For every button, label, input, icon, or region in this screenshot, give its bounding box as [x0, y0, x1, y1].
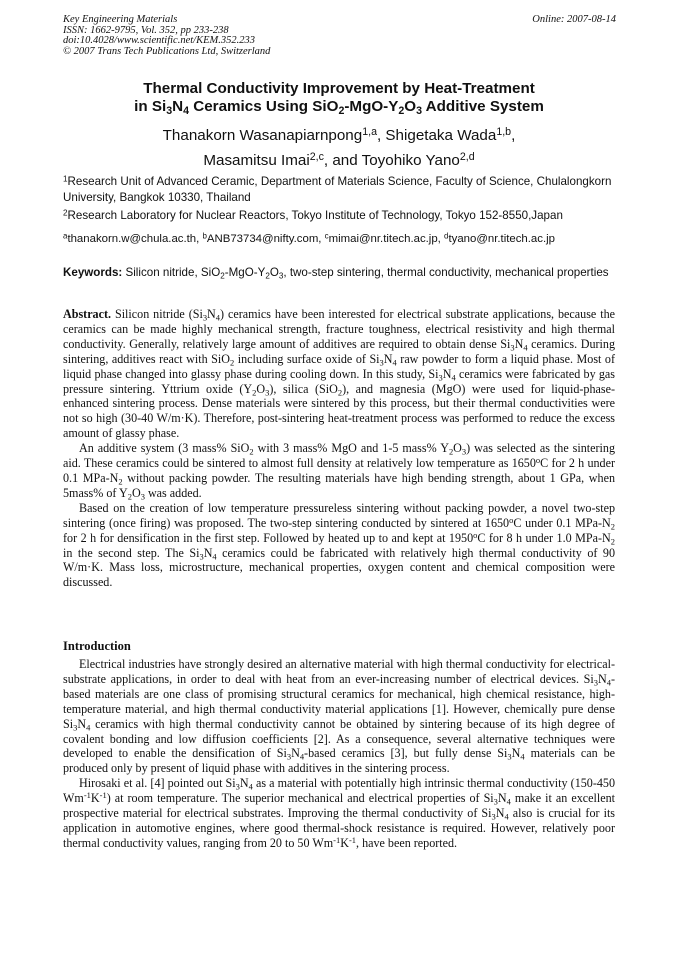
journal-name: Key Engineering Materials — [63, 14, 178, 25]
section-heading-introduction: Introduction — [63, 639, 131, 653]
online-date: Online: 2007-08-14 — [532, 14, 616, 25]
title-line-2: in $Si_3N_4$ Ceramics Using $SiO_2-MgO-Y_2O_3$ Additive System — [134, 98, 544, 118]
author-list — [40, 123, 638, 173]
abstract-paragraph: An additive system (3 mass% SiO$_2$ with 3 mass% MgO and 1-5 mass% $Y_2O_3$) was selected as the sintering aid. These ceramics could be sintered to almost full density at relatively low temperature as 1650$^o$C for 2 h under 0.1 MPa-$N_2$ without packing powder. The resulting materials have high bending strength, about 1 GPa, when 5mass% of $Y_2O_3$ was added. — [63, 441, 615, 502]
author-emails: $^a$thanakorn.w@chula.ac.th, $^b$ANB73734@nifty.com, $^c$mimai@nr.titech.ac.jp, $^d$tyano@nr.titech.ac.jp — [63, 231, 555, 245]
introduction-paragraph: Hirosaki et al. [4] pointed out $Si_3N_4$ as a material with potentially high intrinsic thermal conductivity (150-450 $Wm^{-1}K^{-1}$) at room temperature. The superior mechanical and electrical properties of $Si_3N_4$ make it an excellent prospective material for electrical substrates. Improving the thermal conductivity of $Si_3N_4$ also is crucial for its application in automotive engines, where good thermal-shock resistance is required. However, relatively poor thermal conductivity values, ranging from 20 to 50 $Wm^{-1}K^{-1}$, have been reported. — [63, 776, 616, 850]
email-link[interactable]: tyano@nr.titech.ac.jp — [448, 233, 555, 245]
email-link[interactable]: mimai@nr.titech.ac.jp, — [328, 233, 445, 245]
keywords-label: Keywords: — [63, 266, 123, 279]
keywords: Keywords: Silicon nitride, $SiO_2-MgO-Y_2O_3$, two-step sintering, thermal conductivity, mechanical properties — [63, 266, 609, 281]
affiliation-2: $^2$Research Laboratory for Nuclear Reactors, Tokyo Institute of Technology, Tokyo 152-8550,Japan — [63, 208, 563, 222]
doi-line: doi:10.4028/www.scientific.net/KEM.352.233 — [63, 35, 255, 46]
email-link[interactable]: thanakorn.w@chula.ac.th, — [67, 233, 203, 245]
abstract — [63, 307, 615, 590]
abstract-paragraph: Abstract. Silicon nitride $(Si_3N_4)$ ceramics have been interested for electrical substrate applications, because the ceramics can be made highly mechanical strength, fracture toughness, electrical resistivity and high thermal conductivity. Generally, relatively large amount of additives are required to obtain dense $Si_3N_4$ ceramics. During sintering, additives react with SiO$_2$ including surface oxide of $Si_3N_4$ raw powder to form a liquid phase. Most of liquid phase changed into glassy phase during cooling down. In this study, $Si_3N_4$ ceramics were fabricated by gas pressure sintering. Yttrium oxide $(Y_2O_3)$, silica (SiO$_2$), and magnesia (MgO) were used for liquid-phase-enhanced sintering process. Dense materials were sintered by this process, but their thermal conductivities were not so high (30-40 W/m·K). Therefore, post-sintering heat-treatment process was performed to reduce the excess amount of glassy phase. — [63, 307, 615, 441]
introduction-paragraph: Electrical industries have strongly desired an alternative material with high thermal conductivity for electrical-substrate applications, in order to deal with heat from an ever-increasing number of electrical devices. $Si_3N_4$-based materials are one class of promising structural ceramics for mechanical, high chemical resistance, high-temperature material, and high thermal conductivity material applications [1]. However, chemically pure dense $Si_3N_4$ ceramics with high thermal conductivity cannot be obtained by sintering because of its high degree of covalent bonding and low diffusion coefficients [2]. As a consequence, several alternative techniques were developed to enable the densification of $Si_3N_4$-based ceramics [3], but fully dense $Si_3N_4$ materials can be produced only by present of liquid phase with additives in the sintering process. — [63, 657, 616, 776]
abstract-paragraph: Based on the creation of low temperature pressureless sintering without packing powder, a novel two-step sintering (once firing) was proposed. The two-step sintering conducted by sintered at 1650$^o$C under 0.1 MPa-$N_2$ for 2 h for densification in the first step. Followed by heated up to and kept at 1950$^o$C for 8 h under 1.0 MPa-$N_2$ in the second step. The $Si_3N_4$ ceramics could be fabricated with relatively high thermal conductivity of 90 W/m·K. Mass loss, microstructure, mechanical properties, oxygen content and chemical composition were discussed. — [63, 500, 615, 590]
paper-title — [40, 80, 638, 116]
author-line-1: Thanakorn Wasanapiarnpong$^{1,a}$, Shigetaka Wada$^{1,b}$, — [162, 126, 516, 144]
abstract-label: Abstract. — [63, 307, 112, 321]
issn-line: ISSN: 1662-9795, Vol. 352, pp 233-238 — [63, 24, 229, 36]
affiliation-1: $^1$Research Unit of Advanced Ceramic, Department of Materials Science, Faculty of Science, Chulalongkorn University, Bangkok 10330, Thailand — [63, 174, 612, 204]
copyright-line: © 2007 Trans Tech Publications Ltd, Switzerland — [63, 45, 271, 57]
title-line-1: Thermal Conductivity Improvement by Heat-Treatment — [143, 80, 535, 97]
introduction-body — [63, 657, 615, 851]
email-link[interactable]: ANB73734@nifty.com, — [206, 233, 325, 245]
journal-header — [63, 15, 270, 57]
author-line-2: Masamitsu Imai$^{2,c}$, and Toyohiko Yano$^{2,d}$ — [203, 151, 475, 169]
